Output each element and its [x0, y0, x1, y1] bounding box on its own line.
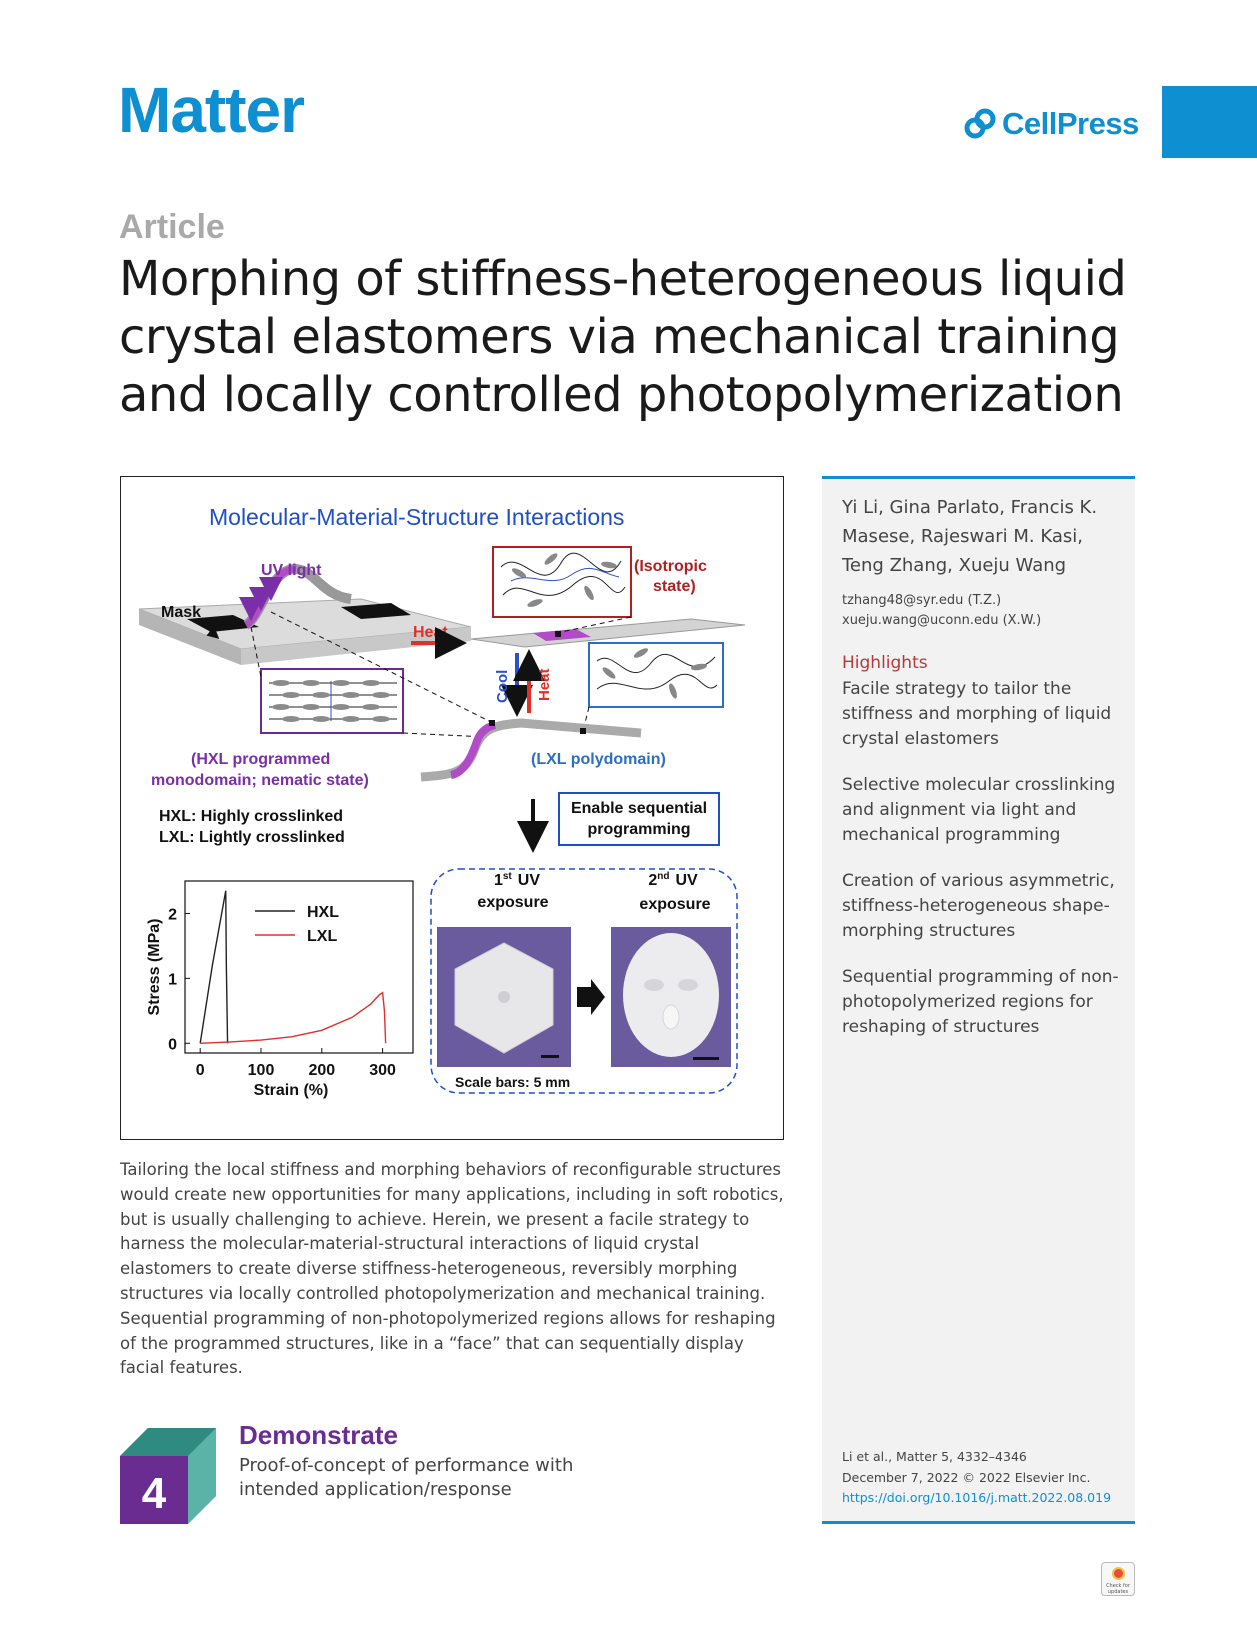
cool-label: Cool	[494, 669, 511, 703]
sidebar	[822, 476, 1135, 1524]
badge-text-1: Check for	[1106, 1583, 1130, 1589]
hxl-state-label-2: monodomain; nematic state)	[151, 772, 369, 789]
hexagon-sample-photo	[437, 927, 571, 1067]
enable-label-1: Enable sequential	[570, 800, 708, 817]
ga-heading: Molecular-Material-Structure Interactions	[209, 504, 625, 530]
check-for-updates-badge[interactable]	[1101, 1562, 1135, 1596]
enable-label-2: programming	[587, 821, 691, 838]
journal-color-tab	[1162, 86, 1257, 158]
x-tick-label: 200	[308, 1062, 336, 1079]
uv2-title: 2nd UV	[648, 871, 698, 889]
heat-label: Heat	[413, 624, 448, 641]
journal-logo: Matter	[118, 74, 305, 146]
doi-link[interactable]: https://doi.org/10.1016/j.matt.2022.08.019	[842, 1490, 1112, 1505]
highlight-item: Sequential programming of non-photopolymerized regions for reshaping of structures	[842, 967, 1119, 1037]
legend-hxl: HXL	[307, 904, 339, 921]
progress-title: Demonstrate	[239, 1420, 398, 1450]
citation-ref: Li et al., Matter 5, 4332–4346	[842, 1449, 1027, 1464]
highlights-heading: Highlights	[842, 653, 928, 673]
citation	[842, 1447, 1127, 1509]
update-icon	[1112, 1567, 1125, 1580]
progress-level-icon	[120, 1428, 216, 1524]
graphical-abstract	[120, 476, 784, 1140]
highlight-item: Creation of various asymmetric, stiffness-heterogeneous shape-morphing structures	[842, 871, 1115, 941]
y-tick-label: 2	[168, 906, 177, 924]
article-type: Article	[119, 208, 225, 246]
progress-description: Proof-of-concept of performance with intended application/response	[239, 1455, 574, 1500]
mask-label: Mask	[161, 604, 202, 621]
progress-level-number: 4	[141, 1469, 167, 1518]
hxl-definition: HXL: Highly crosslinked	[159, 808, 344, 825]
y-axis-label: Stress (MPa)	[146, 918, 163, 1016]
x-tick-label: 0	[195, 1062, 205, 1079]
lxl-definition: LXL: Lightly crosslinked	[159, 829, 345, 846]
citation-date: December 7, 2022 © 2022 Elsevier Inc.	[842, 1469, 1091, 1485]
uv1-title: 1st UV	[493, 871, 541, 889]
x-axis-label: Strain (%)	[253, 1082, 329, 1099]
highlight-item: Selective molecular crosslinking and alignment via light and mechanical programming	[842, 775, 1116, 845]
y-tick-label: 0	[168, 1036, 177, 1054]
hxl-inset	[261, 669, 403, 733]
chart-frame	[185, 881, 413, 1053]
isotropic-label-2: state)	[653, 578, 696, 595]
face-sample-photo	[611, 927, 731, 1067]
uv2-exposure: exposure	[639, 896, 711, 913]
x-tick-label: 100	[247, 1062, 275, 1079]
isotropic-label-1: (Isotropic	[634, 558, 707, 575]
stress-strain-chart	[146, 881, 413, 1099]
correspondence	[842, 591, 1122, 631]
summary-text: Tailoring the local stiffness and morphing behaviors of reconfigurable structures would create new opportunities for many applications, including in soft robotics, but is usually challenging to achieve. Herein, we present a facile strategy to harness the molecular-material-structural interactions of liquid crystal elastomers to create diverse stiffness-heterogeneous, reversibly morphing structures via locally controlled photopolymerization and mechanical training. Sequential programming of non-photopolymerized regions allows for reshaping of the programmed structures, like in a “face” that can sequentially display facial features.	[120, 1160, 784, 1378]
lxl-state-label: (LXL polydomain)	[531, 751, 666, 768]
badge-text-2: updates	[1107, 1589, 1129, 1595]
cellpress-mark-icon	[964, 108, 996, 140]
author-list: Yi Li, Gina Parlato, Francis K. Masese, Rajeswari M. Kasi, Teng Zhang, Xueju Wang	[842, 497, 1098, 576]
programmed-strip	[421, 720, 641, 777]
uv1-exposure: exposure	[477, 894, 549, 911]
email-link[interactable]: tzhang48@syr.edu (T.Z.)	[842, 593, 1002, 608]
highlight-item: Facile strategy to tailor the stiffness and morphing of liquid crystal elastomers	[842, 679, 1112, 749]
right-arrow-icon	[577, 979, 605, 1015]
lxl-inset	[589, 643, 723, 707]
heat-label-vertical: Heat	[536, 668, 553, 701]
legend-lxl: LXL	[307, 928, 338, 945]
cool-heat-arrows-icon	[517, 653, 529, 713]
article-title: Morphing of stiffness-heterogeneous liquid crystal elastomers via mechanical training and locally controlled photopolymerization	[119, 251, 1127, 423]
uv-light-label: UV light	[261, 562, 322, 579]
x-tick-label: 300	[369, 1062, 396, 1079]
hxl-state-label-1: (HXL programmed	[191, 751, 331, 768]
publisher-name: CellPress	[1002, 106, 1139, 141]
scale-bars-label: Scale bars: 5 mm	[455, 1074, 571, 1090]
cellpress-logo	[964, 104, 1139, 144]
isotropic-inset	[493, 547, 631, 617]
y-tick-label: 1	[168, 971, 177, 989]
email-link[interactable]: xueju.wang@uconn.edu (X.W.)	[842, 613, 1042, 628]
